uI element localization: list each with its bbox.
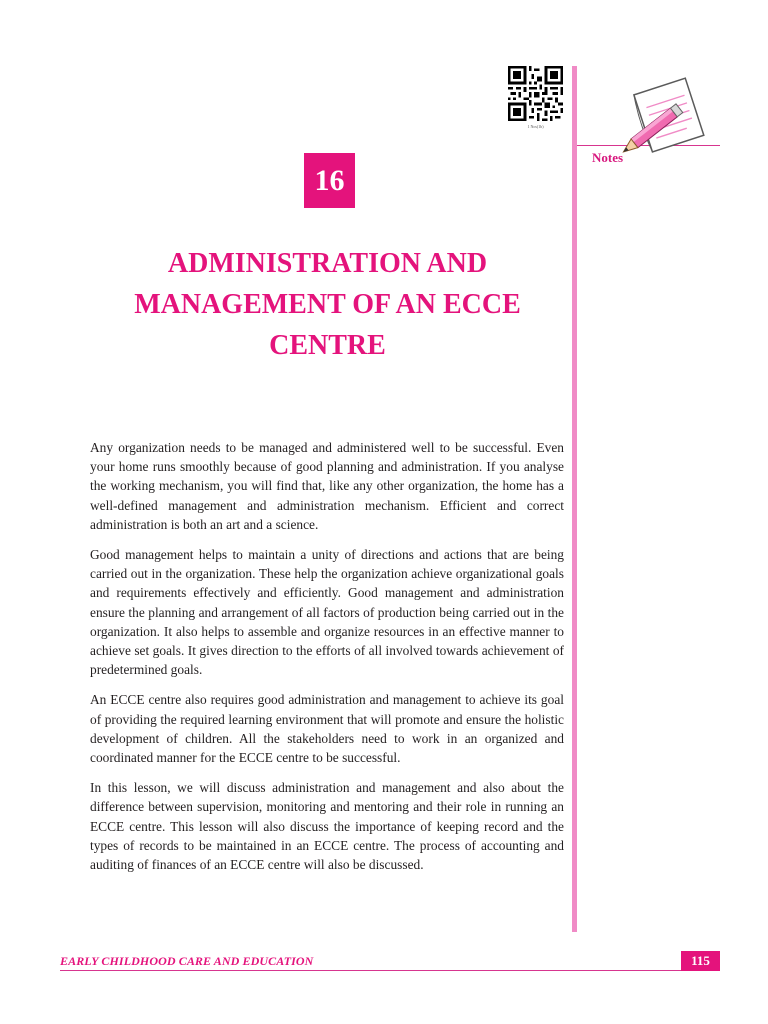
chapter-number: 16 [304,153,355,208]
paragraph: Good management helps to maintain a unity of directions and actions that are being carried out in the organization. These help the organization achieve organizational goals and requirements effectively and efficiently. Good management and administration ensure the planning and arrangement of all factors of production being carried out in the organization. It also helps to assemble and organize resources in an effective manner to achieve set goals. It gives direction to the efforts of all involved towards achievement of predetermined goals. [90,547,564,678]
footer-rule [60,970,720,971]
paragraph: Any organization needs to be managed and administered well to be successful. Even your home runs smoothly because of good planning and administration. If you analyse the working mechanism, you will find that, like any other organization, the home has a well-defined management and administration mechanism. Efficient and correct administration is both an art and a science. [90,440,564,532]
chapter-title-line: CENTRE [269,330,386,361]
chapter-title [90,243,565,366]
body-text [90,438,564,885]
page-number: 115 [681,951,720,971]
paragraph: In this lesson, we will discuss administration and management and also about the difference between supervision, monitoring and mentoring and their role in running an ECCE centre. This lesson will also discuss the importance of keeping record and the types of records to be maintained in an ECCE centre. The process of accounting and auditing of finances of an ECCE centre will also be discussed. [90,780,564,873]
chapter-title-line: MANAGEMENT OF AN ECCE [134,289,521,320]
notepad-pencil-icon [620,76,712,156]
notes-label: Notes [592,150,624,165]
footer-course-title: EARLY CHILDHOOD CARE AND EDUCATION [60,954,314,968]
qr-code-caption: 1 Nos(1b) [527,124,544,129]
paragraph: An ECCE centre also requires good administration and management to achieve its goal of providing the required learning environment that will promote and ensure the holistic development of children. All the stakeholders need to work in an organized and coordinated manner for the ECCE centre to be successful. [90,692,564,766]
margin-rule [572,66,577,932]
qr-code-icon [508,66,563,121]
chapter-title-line: ADMINISTRATION AND [167,248,488,279]
